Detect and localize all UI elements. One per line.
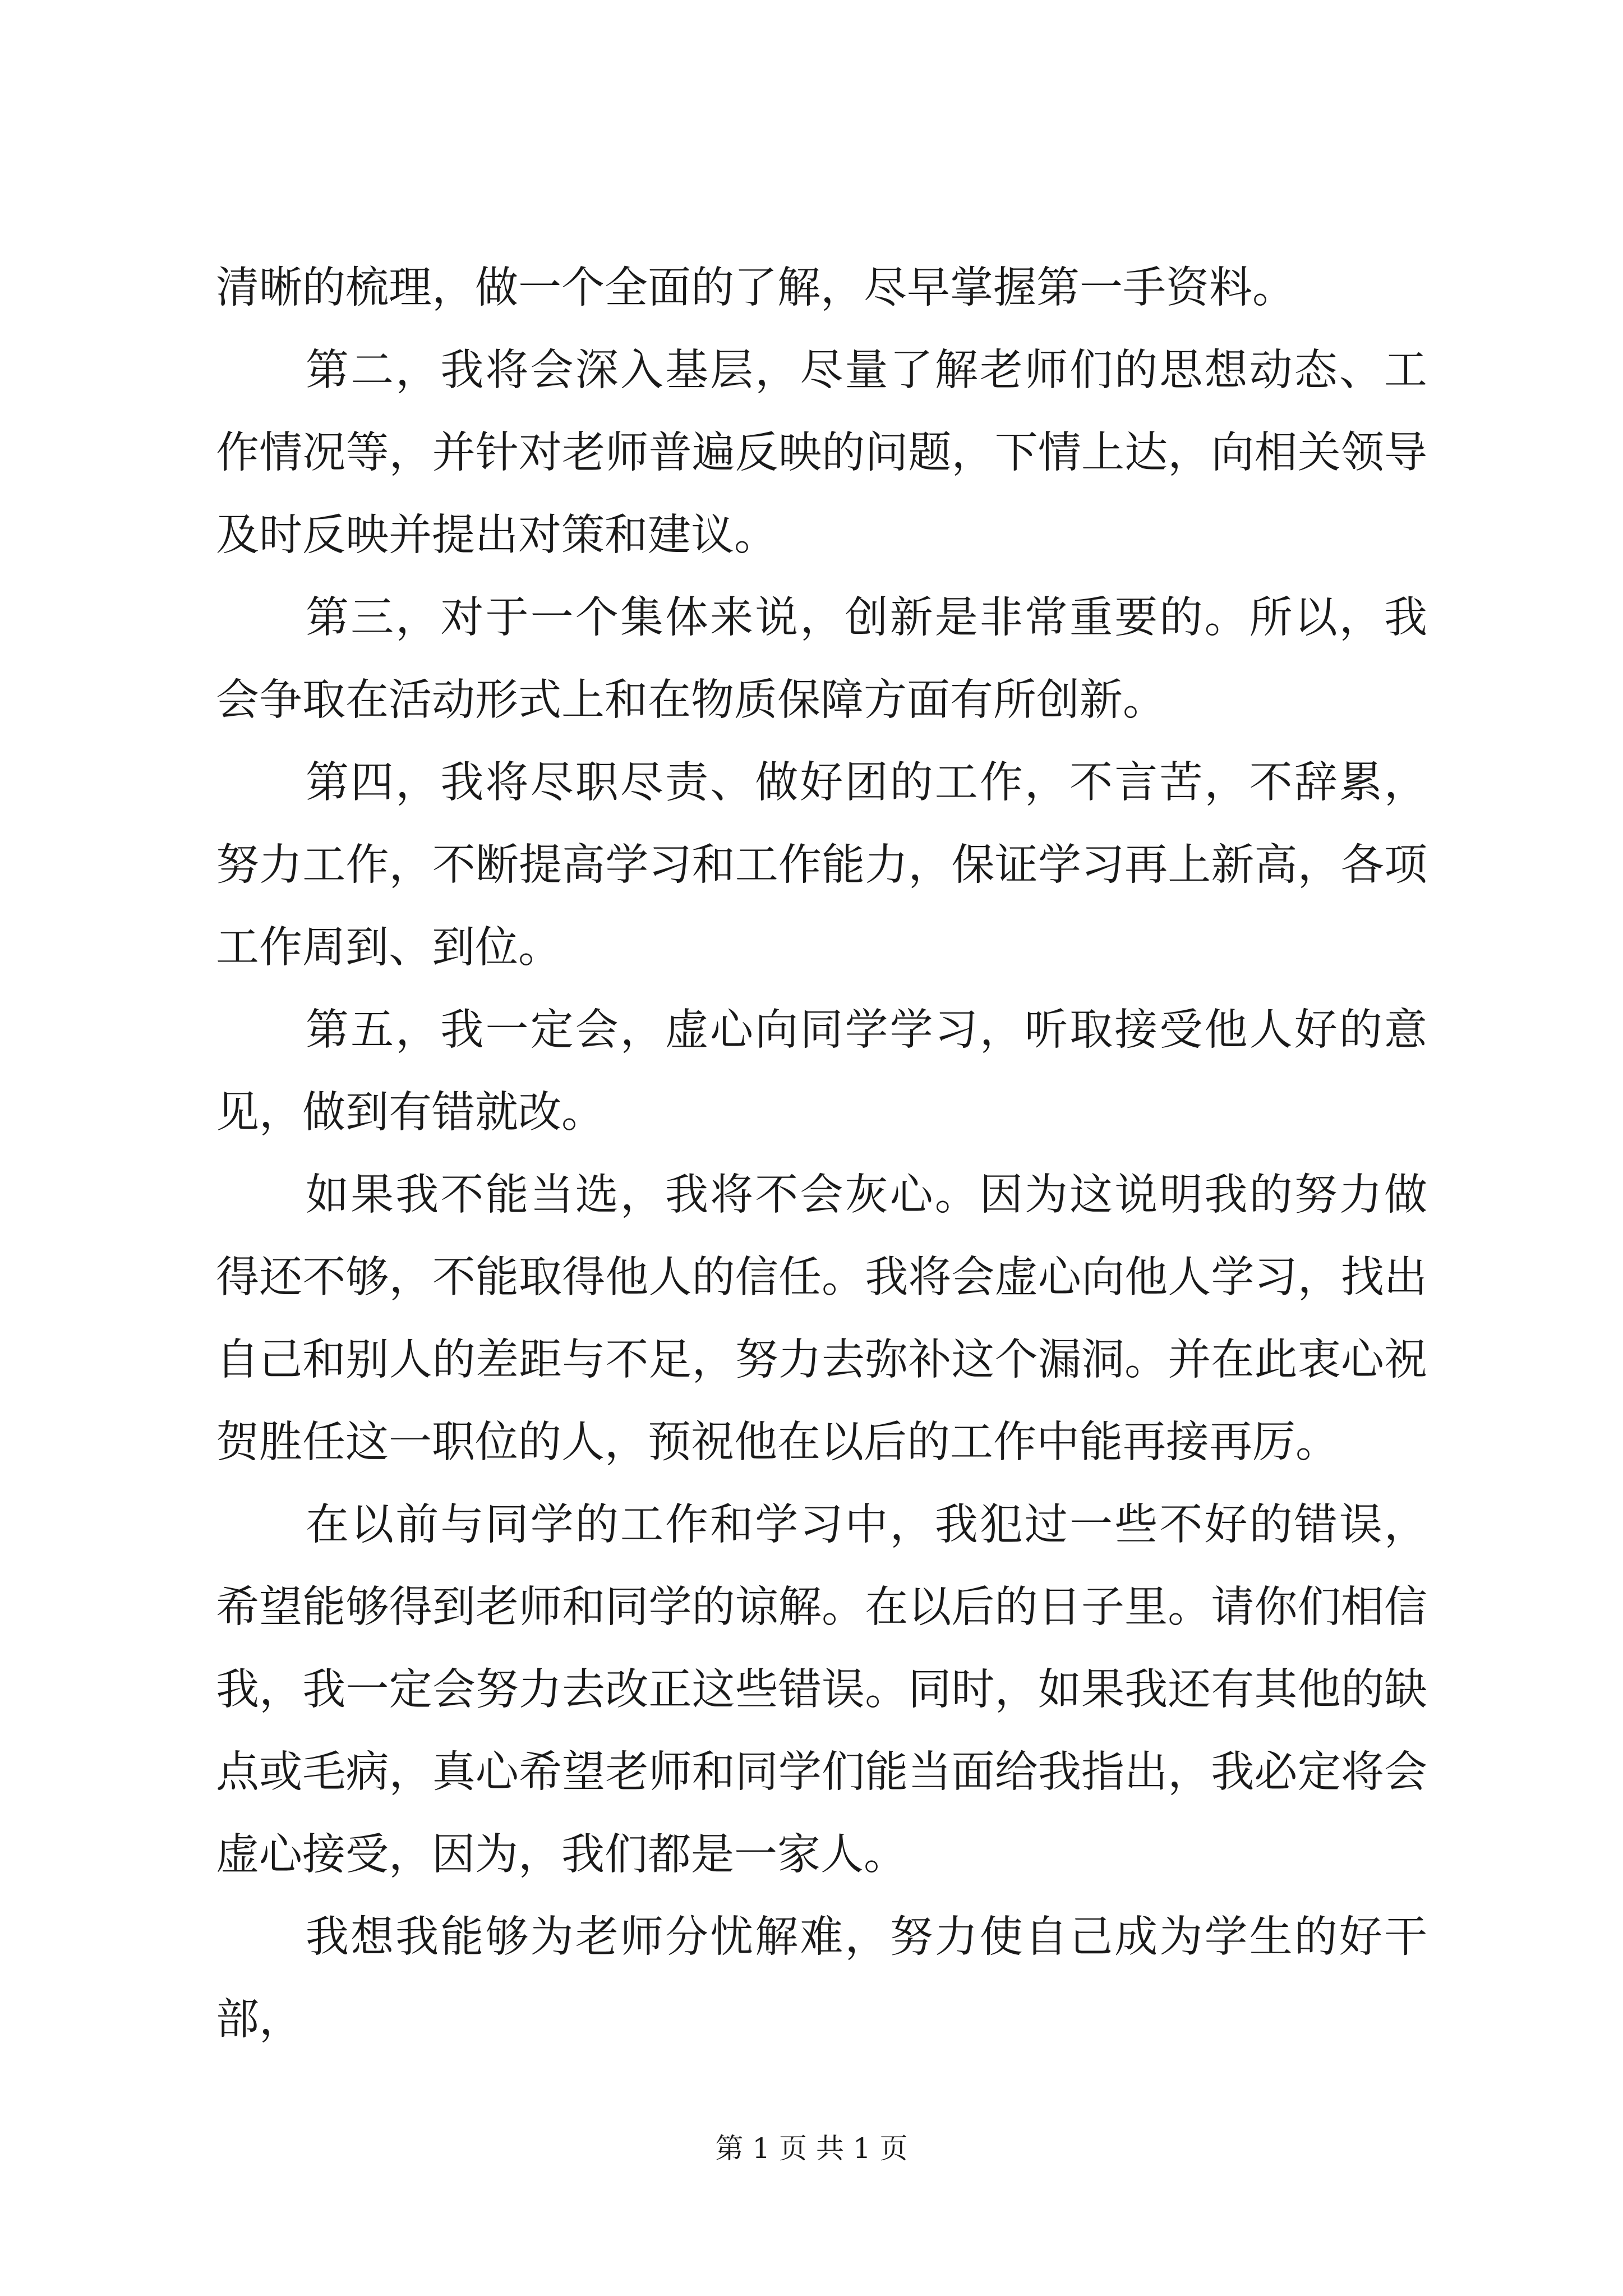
page-number-label: 第 1 页 共 1 页 xyxy=(715,2132,908,2165)
paragraph-8: 我想我能够为老师分忧解难，努力使自己成为学生的好干部， xyxy=(216,1912,1427,2045)
paragraph-1: 清晰的梳理，做一个全面的了解，尽早掌握第一手资料。 xyxy=(216,263,1295,313)
paragraph-3: 第三，对于一个集体来说，创新是非常重要的。所以，我会争取在活动形式上和在物质保障方面有所创新。 xyxy=(216,593,1427,725)
paragraph-6: 如果我不能当选，我将不会灰心。因为这说明我的努力做得还不够，不能取得他人的信任。我将会虚心向他人学习，找出自己和别人的差距与不足，努力去弥补这个漏洞。并在此衷心祝贺胜任这一职位的人，预祝他在以后的工作中能再接再厉。 xyxy=(216,1170,1427,1467)
document-body xyxy=(216,247,1427,2061)
paragraph-7: 在以前与同学的工作和学习中，我犯过一些不好的错误，希望能够得到老师和同学的谅解。在以后的日子里。请你们相信我，我一定会努力去改正这些错误。同时，如果我还有其他的缺点或毛病，真心希望老师和同学们能当面给我指出，我必定将会虚心接受，因为，我们都是一家人。 xyxy=(216,1500,1427,1880)
page-footer xyxy=(0,2132,1623,2165)
paragraph-4: 第四，我将尽职尽责、做好团的工作，不言苦，不辞累，努力工作，不断提高学习和工作能力，保证学习再上新高，各项工作周到、到位。 xyxy=(216,758,1427,973)
paragraph-5: 第五，我一定会，虚心向同学学习，听取接受他人好的意见，做到有错就改。 xyxy=(216,1005,1427,1138)
paragraph-2: 第二，我将会深入基层，尽量了解老师们的思想动态、工作情况等，并针对老师普遍反映的问题，下情上达，向相关领导及时反映并提出对策和建议。 xyxy=(216,346,1427,560)
